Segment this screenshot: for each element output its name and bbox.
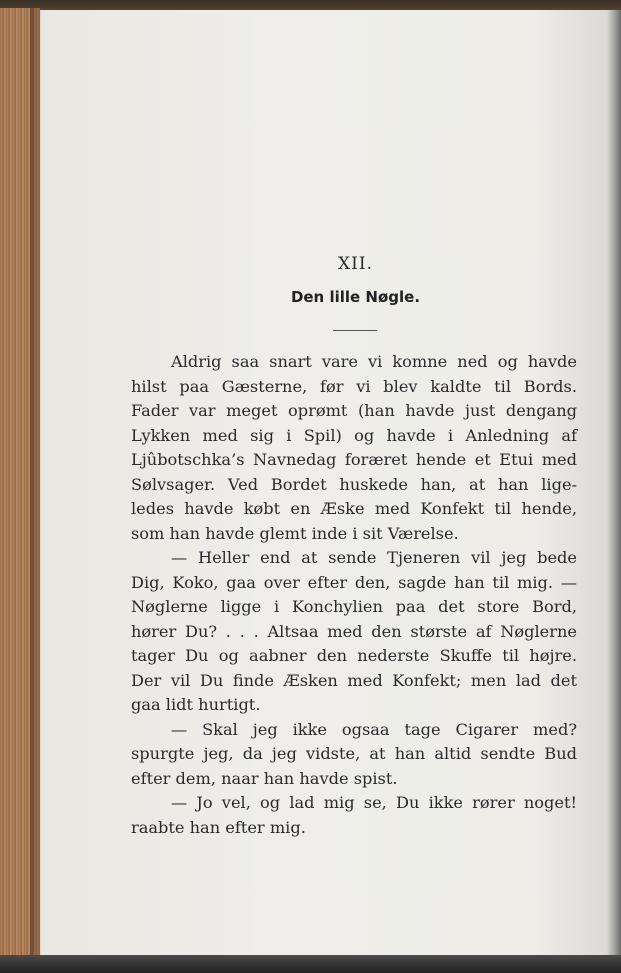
page-right-edge	[607, 10, 621, 955]
body-text	[131, 350, 577, 840]
text-line: tager Du og aabner den nederste Skuffe til højre.	[131, 646, 577, 665]
text-line: gaa lidt hurtigt.	[131, 695, 261, 714]
text-line: spurgte jeg, da jeg vidste, at han altid sendte Bud	[131, 744, 577, 763]
text-line: hører Du? . . . Altsaa med den største af Nøglerne	[131, 621, 577, 641]
text-line: Fader var meget oprømt (han havde just dengang	[131, 401, 577, 420]
spine-shadow	[30, 8, 42, 958]
text-line: raabte han efter mig.	[131, 817, 306, 837]
text-line: ledes havde købt en Æske med Konfekt til hende,	[131, 499, 577, 518]
text-line: — Skal jeg ikke ogsaa tage Cigarer med?	[171, 719, 577, 739]
title-divider	[333, 330, 377, 331]
text-line: efter dem, naar han havde spist.	[131, 768, 398, 788]
text-line: Lykken med sig i Spil) og havde i Anledning af	[131, 425, 577, 445]
text-line: Der vil Du finde Æsken med Konfekt; men lad det	[131, 670, 577, 690]
text-line: — Heller end at sende Tjeneren vil jeg bede	[171, 548, 577, 567]
text-line: Ljûbotschka’s Navnedag foræret hende et Etui med	[131, 450, 577, 469]
chapter-title: Den lille Nøgle.	[290, 288, 421, 306]
text-line: — Jo vel, og lad mig se, Du ikke rører noget!	[171, 793, 577, 812]
text-line: hilst paa Gæsterne, før vi blev kaldte til Bords.	[131, 376, 577, 396]
text-line: Aldrig saa snart vare vi komne ned og havde	[171, 352, 577, 371]
text-line: Nøglerne ligge i Konchylien paa det store Bord,	[131, 597, 577, 616]
text-line: som han havde glemt inde i sit Værelse.	[131, 523, 459, 543]
chapter-number: XII.	[338, 254, 373, 274]
text-line: Dig, Koko, gaa over efter den, sagde han til mig. —	[131, 572, 577, 592]
book-bottom-edge	[0, 955, 621, 973]
text-line: Sølvsager. Ved Bordet huskede han, at han lige-	[131, 474, 577, 494]
